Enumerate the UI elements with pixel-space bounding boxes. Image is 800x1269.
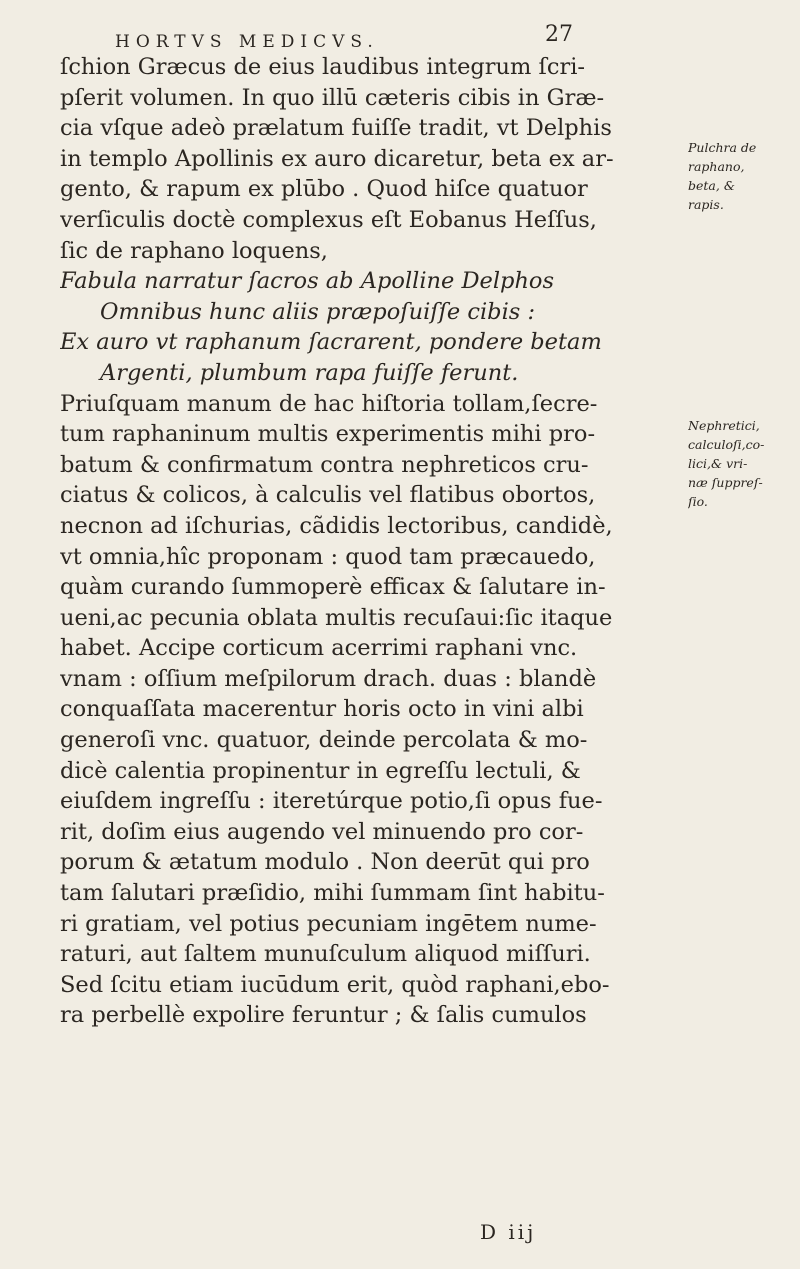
text-line: tam ſalutari præſidio, mihi ſummam ſint habitu- (60, 880, 605, 907)
text-line: conquaſſata macerentur horis octo in vini albi (60, 696, 584, 723)
text-line: gento, & rapum ex plūbo . Quod hiſce quatuor (60, 176, 588, 203)
text-line: in templo Apollinis ex auro dicaretur, beta ex ar- (60, 145, 614, 172)
marginal-note-line: næ ſuppreſ- (688, 475, 763, 490)
marginal-note-line: raphano, (688, 159, 745, 174)
marginal-note-line: rapis. (688, 197, 724, 212)
verse-line: Argenti, plumbum rapa fuiſſe ferunt. (100, 359, 519, 386)
verse-line: Omnibus hunc aliis præpoſuiſſe cibis : (100, 298, 536, 325)
text-line: ri gratiam, vel potius pecuniam ingētem nume- (60, 910, 597, 937)
main-text (60, 52, 660, 1031)
text-line: habet. Accipe corticum acerrimi raphani vnc. (60, 635, 578, 662)
text-line: batum & confirmatum contra nephreticos cru- (60, 451, 589, 478)
marginal-note-line: Pulchra de (688, 140, 757, 155)
text-line: vnam : oſſium meſpilorum drach. duas : blandè (60, 665, 597, 692)
text-line: verſiculis doctè complexus eſt Eobanus Heſſus, (60, 206, 597, 233)
text-line: rit, doſim eius augendo vel minuendo pro cor- (60, 818, 584, 845)
text-line: ſchion Græcus de eius laudibus integrum ſcri- (60, 54, 586, 80)
text-line: ciatus & colicos, à calculis vel flatibus obortos, (60, 482, 596, 509)
marginal-note-raphano (688, 138, 796, 214)
text-line: vt omnia,hîc proponam : quod tam præcauedo, (60, 543, 596, 570)
text-line: Priuſquam manum de hac hiſtoria tollam,ſecre- (60, 390, 598, 417)
running-title: HORTVS MEDICVS. (115, 32, 379, 52)
marginal-note-line: lici,& vri- (688, 456, 748, 471)
text-line: raturi, aut ſaltem munuſculum aliquod miſſuri. (60, 941, 591, 968)
text-line: generoſi vnc. quatuor, deinde percolata & mo- (60, 727, 588, 754)
text-line: porum & ætatum modulo . Non deerūt qui pro (60, 849, 590, 876)
text-line: quàm curando ſummoperè efficax & ſalutare in- (60, 574, 606, 601)
text-line: necnon ad iſchurias, cãdidis lectoribus, candidè, (60, 512, 613, 539)
text-line: eiuſdem ingreſſu : iteretúrque potio,ſi opus fue- (60, 788, 603, 815)
text-line: ſic de raphano loquens, (60, 237, 328, 264)
text-line: ueni,ac pecunia oblata multis recuſaui:ſic itaque (60, 604, 613, 631)
marginal-note-line: calculoſi,co- (688, 437, 765, 452)
text-line: dicè calentia propinentur in egreſſu lectuli, & (60, 757, 581, 784)
text-line: Sed ſcitu etiam iucūdum erit, quòd raphani,ebo- (60, 971, 610, 998)
signature-mark: D iij (480, 1220, 537, 1244)
marginal-note-line: ſio. (688, 494, 708, 509)
marginal-note-line: beta, & (688, 178, 735, 193)
verse-line: Fabula narratur ſacros ab Apolline Delphos (60, 268, 555, 295)
verse-line: Ex auro vt raphanum ſacrarent, pondere betam (60, 329, 602, 356)
text-line: ra perbellè expolire feruntur ; & ſalis cumulos (60, 1002, 587, 1029)
marginal-note-nephretici (688, 416, 796, 511)
marginal-note-line: Nephretici, (688, 418, 760, 433)
text-line: cia vſque adeò prælatum fuiſſe tradit, vt Delphis (60, 115, 612, 142)
text-line: pſerit volumen. In quo illū cæteris cibis in Græ- (60, 84, 605, 111)
text-line: tum raphaninum multis experimentis mihi pro- (60, 421, 596, 448)
page-number: 27 (545, 22, 573, 47)
